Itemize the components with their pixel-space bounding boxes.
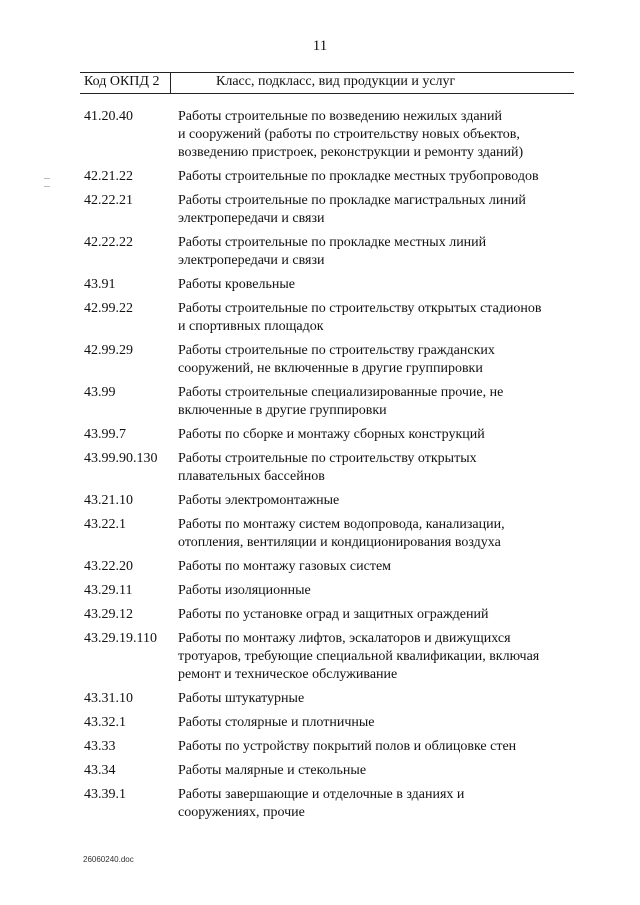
okpd-code: 43.33: [84, 739, 116, 754]
table-row: [84, 738, 584, 756]
service-description: Работы по установке оград и защитных ограждений: [178, 607, 489, 622]
service-description: Работы электромонтажные: [178, 493, 340, 508]
table-row: [84, 492, 584, 510]
service-description: Работы по монтажу систем водопровода, канализации, отопления, вентиляции и кондиционирования воздуха: [178, 517, 505, 550]
okpd-code: 42.22.21: [84, 193, 133, 208]
document-filename: 26060240.doc: [83, 855, 134, 864]
table-row: [84, 450, 584, 486]
service-description: Работы штукатурные: [178, 691, 305, 706]
okpd-code: 43.39.1: [84, 787, 126, 802]
table-row: [84, 690, 584, 708]
service-description: Работы строительные по строительству открытых стадионов и спортивных площадок: [178, 301, 542, 334]
table-row: [84, 342, 584, 378]
service-description: Работы строительные специализированные прочие, не включенные в другие группировки: [178, 385, 504, 418]
table-row: [84, 786, 584, 822]
service-description: Работы кровельные: [178, 277, 295, 292]
service-description: Работы завершающие и отделочные в зданиях и сооружениях, прочие: [178, 787, 465, 820]
table-row: [84, 384, 584, 420]
table-row: [84, 558, 584, 576]
okpd-code: 42.21.22: [84, 169, 133, 184]
okpd-code: 43.91: [84, 277, 116, 292]
service-description: Работы малярные и стекольные: [178, 763, 367, 778]
table-row: [84, 714, 584, 732]
okpd-code: 43.99.90.130: [84, 451, 158, 466]
table-row: [84, 192, 584, 228]
table-row: [84, 108, 584, 162]
okpd-code: 43.21.10: [84, 493, 133, 508]
table-row: [84, 516, 584, 552]
table-row: [84, 426, 584, 444]
service-description: Работы по сборке и монтажу сборных конструкций: [178, 427, 485, 442]
okpd-code: 42.99.29: [84, 343, 133, 358]
table-row: [84, 606, 584, 624]
okpd-code: 43.22.1: [84, 517, 126, 532]
header-divider: [170, 73, 171, 93]
table-row: [84, 630, 584, 684]
table-row: [84, 300, 584, 336]
service-description: Работы строительные по возведению нежилых зданий и сооружений (работы по строительству новых объектов, возведению пристроек, реконструкции и ремонту зданий): [178, 109, 524, 160]
okpd-code: 41.20.40: [84, 109, 133, 124]
service-description: Работы по устройству покрытий полов и облицовке стен: [178, 739, 517, 754]
okpd-code: 43.29.12: [84, 607, 133, 622]
service-description: Работы по монтажу лифтов, эскалаторов и движущихся тротуаров, требующие специальной квалификации, включая ремонт и техническое обслуживание: [178, 631, 540, 682]
margin-mark: [44, 186, 50, 187]
service-description: Работы столярные и плотничные: [178, 715, 375, 730]
okpd-code: 42.99.22: [84, 301, 133, 316]
table-row: [84, 582, 584, 600]
margin-mark: [44, 178, 50, 179]
service-description: Работы изоляционные: [178, 583, 311, 598]
okpd-code: 43.22.20: [84, 559, 133, 574]
classification-table: [84, 108, 584, 828]
service-description: Работы строительные по строительству открытых плавательных бассейнов: [178, 451, 477, 484]
okpd-code: 43.99.7: [84, 427, 126, 442]
page-number: 11: [312, 38, 328, 54]
table-row: [84, 168, 584, 186]
okpd-code: 43.32.1: [84, 715, 126, 730]
table-row: [84, 234, 584, 270]
service-description: Работы по монтажу газовых систем: [178, 559, 392, 574]
okpd-code: 43.29.11: [84, 583, 133, 598]
service-description: Работы строительные по прокладке магистральных линий электропередачи и связи: [178, 193, 526, 226]
table-header: [80, 72, 574, 94]
header-description-label: Класс, подкласс, вид продукции и услуг: [216, 74, 456, 89]
okpd-code: 43.34: [84, 763, 116, 778]
service-description: Работы строительные по строительству гражданских сооружений, не включенные в другие группировки: [178, 343, 495, 376]
service-description: Работы строительные по прокладке местных линий электропередачи и связи: [178, 235, 487, 268]
okpd-code: 43.31.10: [84, 691, 133, 706]
okpd-code: 43.99: [84, 385, 116, 400]
table-row: [84, 762, 584, 780]
okpd-code: 43.29.19.110: [84, 631, 157, 646]
header-code-label: Код ОКПД 2: [84, 74, 160, 89]
service-description: Работы строительные по прокладке местных трубопроводов: [178, 169, 539, 184]
okpd-code: 42.22.22: [84, 235, 133, 250]
table-row: [84, 276, 584, 294]
